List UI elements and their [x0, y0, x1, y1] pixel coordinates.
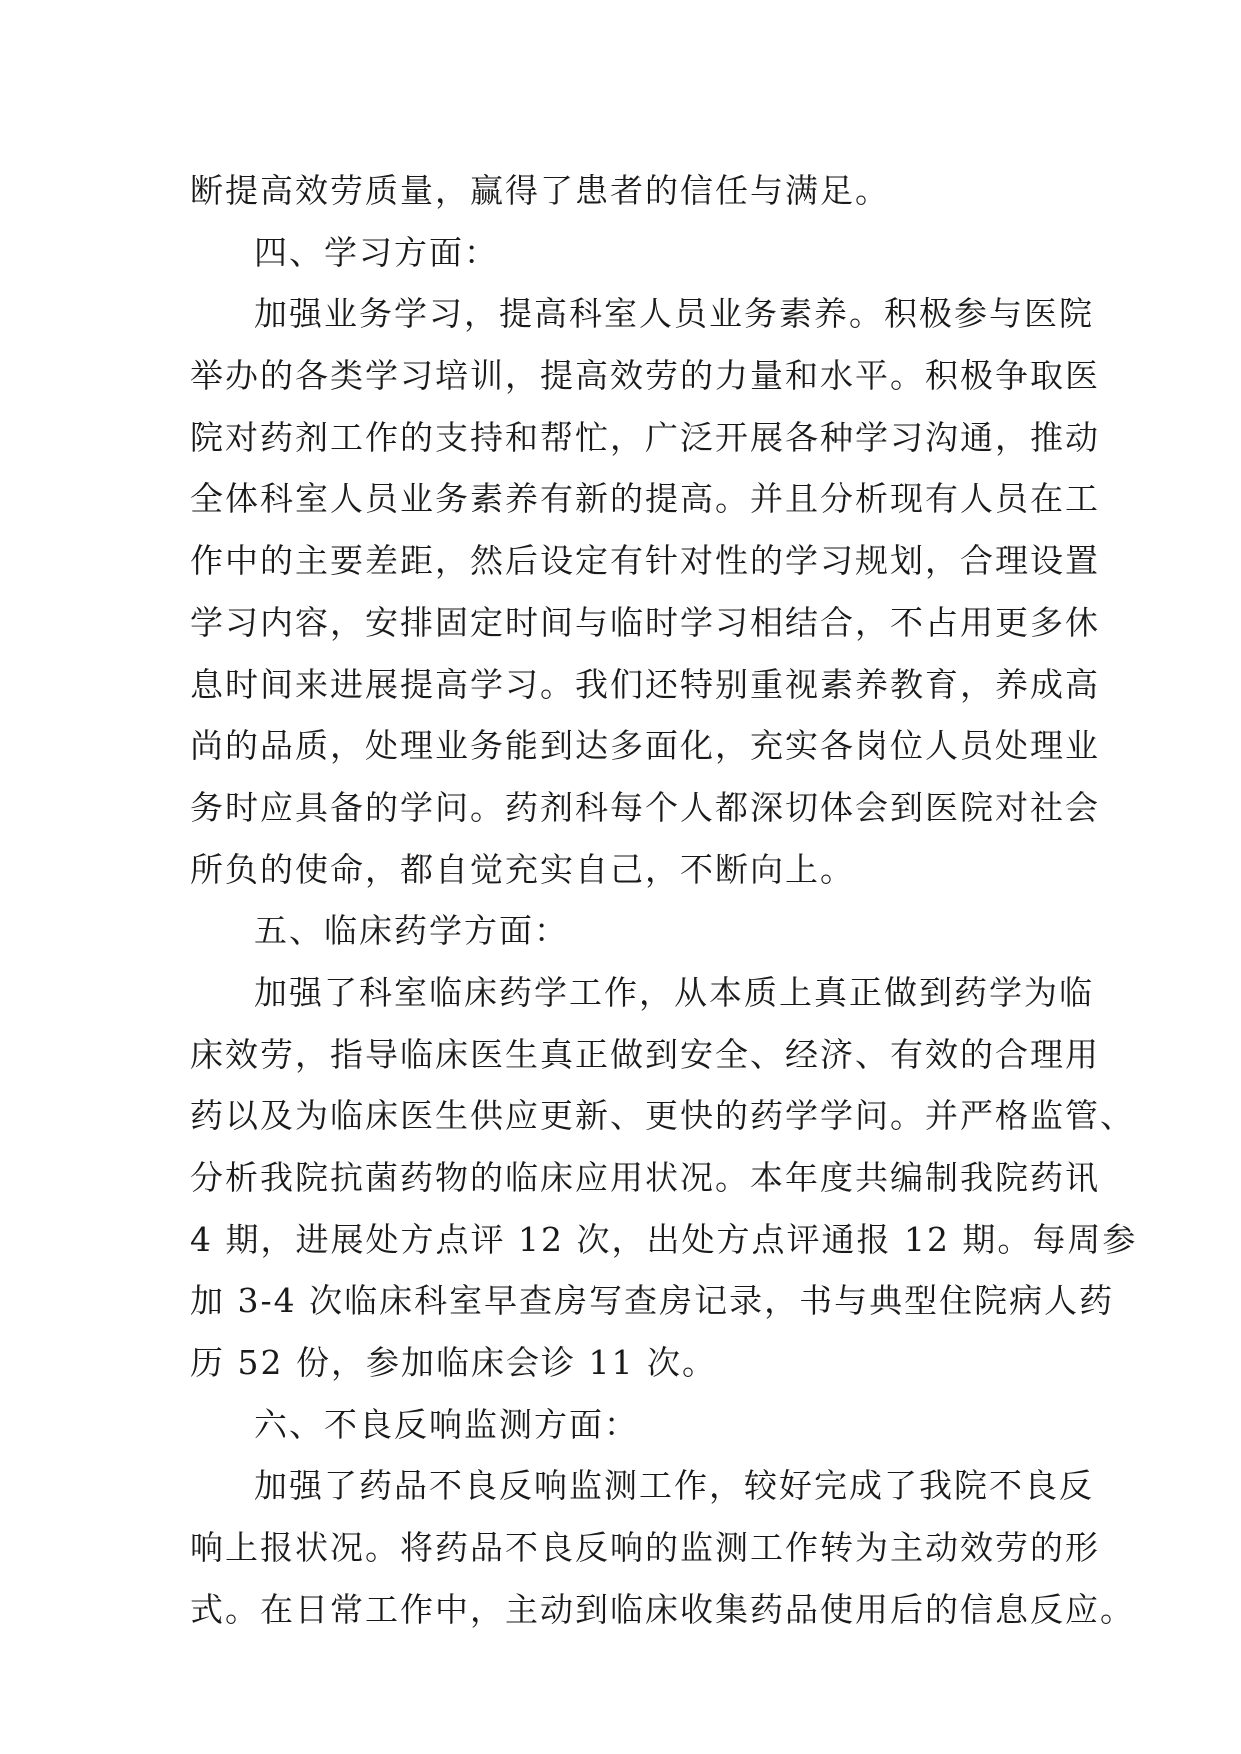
text-line: 药以及为临床医生供应更新、更快的药学学问。并严格监管、: [190, 1096, 1135, 1136]
text-line: 尚的品质，处理业务能到达多面化，充实各岗位人员处理业: [190, 726, 1100, 766]
text-line: 所负的使命，都自觉充实自己，不断向上。: [190, 849, 855, 889]
text-line: 举办的各类学习培训，提高效劳的力量和水平。积极争取医: [190, 356, 1100, 396]
text-line: 全体科室人员业务素养有新的提高。并且分析现有人员在工: [190, 479, 1100, 519]
text-line: 加强业务学习，提高科室人员业务素养。积极参与医院: [254, 294, 1094, 334]
document-body: [190, 160, 1138, 1641]
text-line: 4 期，进展处方点评 12 次，出处方点评通报 12 期。每周参: [190, 1219, 1138, 1259]
text-line: 加 3-4 次临床科室早查房写查房记录，书与典型住院病人药: [190, 1281, 1115, 1321]
section-heading-study: 四、学习方面：: [254, 232, 499, 272]
text-line: 分析我院抗菌药物的临床应用状况。本年度共编制我院药讯: [190, 1158, 1100, 1197]
text-line: 断提高效劳质量，赢得了患者的信任与满足。: [190, 171, 890, 210]
section-heading-adverse-reaction: 六、不良反响监测方面：: [254, 1404, 639, 1444]
text-line: 息时间来进展提高学习。我们还特别重视素养教育，养成高: [190, 664, 1100, 704]
text-line: 务时应具备的学问。药剂科每个人都深切体会到医院对社会: [190, 787, 1100, 827]
text-line: 加强了药品不良反响监测工作，较好完成了我院不良反: [254, 1466, 1094, 1506]
text-line: 历 52 份，参加临床会诊 11 次。: [190, 1343, 717, 1383]
text-line: 床效劳，指导临床医生真正做到安全、经济、有效的合理用: [190, 1034, 1100, 1074]
text-line: 式。在日常工作中，主动到临床收集药品使用后的信息反应。: [190, 1589, 1135, 1629]
text-line: 加强了科室临床药学工作，从本质上真正做到药学为临: [254, 972, 1094, 1012]
text-line: 响上报状况。将药品不良反响的监测工作转为主动效劳的形: [190, 1528, 1100, 1568]
section-heading-clinical-pharmacy: 五、临床药学方面：: [254, 911, 569, 951]
text-line: 学习内容，安排固定时间与临时学习相结合，不占用更多休: [190, 602, 1100, 642]
text-line: 院对药剂工作的支持和帮忙，广泛开展各种学习沟通，推动: [190, 417, 1100, 457]
text-line: 作中的主要差距，然后设定有针对性的学习规划，合理设置: [190, 541, 1100, 581]
